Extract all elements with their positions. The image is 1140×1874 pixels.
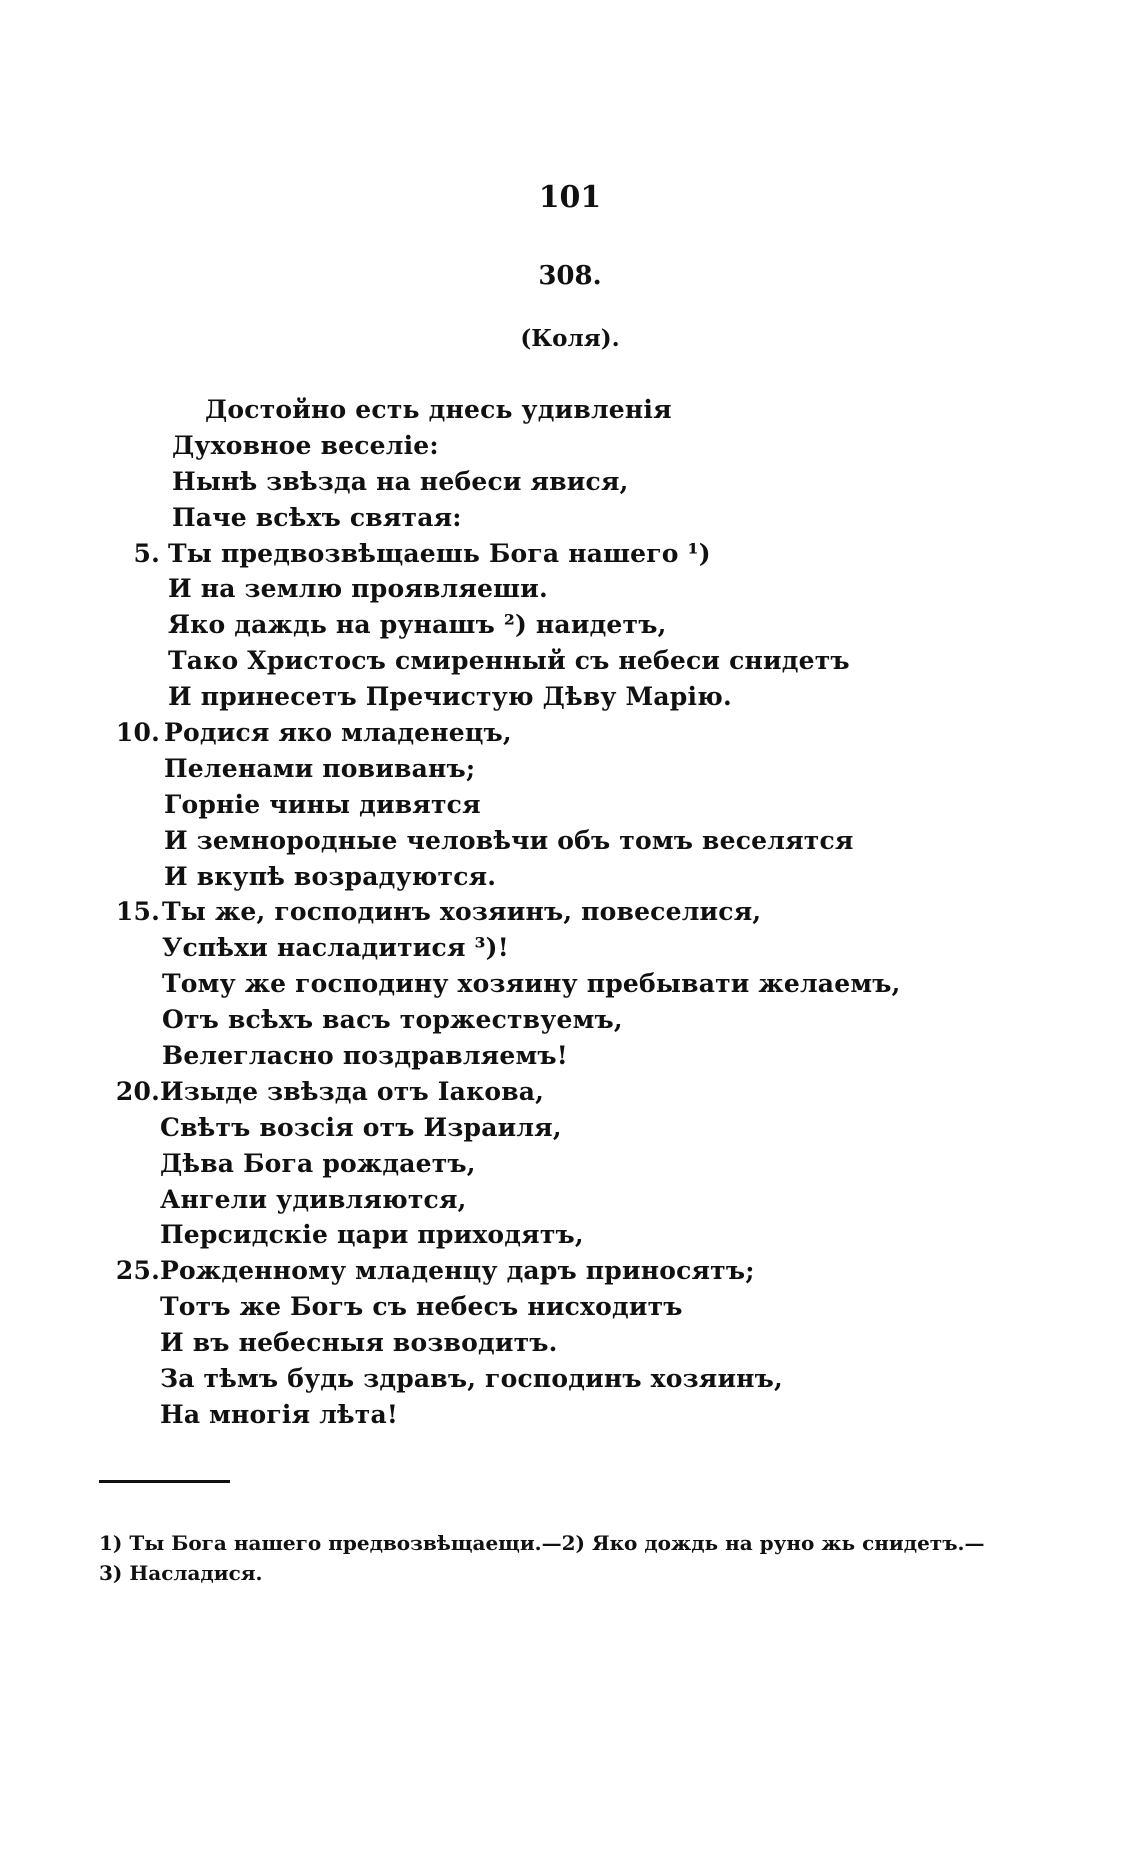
line-text: Родися яко младенецъ, [164, 718, 512, 748]
line-number: 10. [115, 718, 160, 748]
page-number: 101 [538, 180, 602, 215]
poem-line [0, 464, 1140, 500]
footnote-divider [99, 1480, 230, 1483]
poem-line [0, 1074, 1140, 1110]
line-text: Пеленами повиванъ; [164, 753, 476, 783]
poem-line [0, 966, 1140, 1002]
poem-line [0, 536, 1140, 572]
line-number: 20. [115, 1076, 160, 1106]
line-number: 25. [115, 1256, 160, 1286]
poem-line [0, 1397, 1140, 1433]
line-text: Духовное веселіе: [172, 430, 439, 460]
song-subtitle: (Коля). [520, 325, 620, 352]
line-text: Паче всѣхъ святая: [172, 502, 462, 532]
poem-line [0, 1253, 1140, 1289]
poem-line [0, 607, 1140, 643]
poem-line [0, 1002, 1140, 1038]
poem-line [0, 859, 1140, 895]
poem-line [0, 679, 1140, 715]
poem-line [0, 1110, 1140, 1146]
line-text: И земнородные человѣчи объ томъ веселятся [164, 825, 854, 855]
poem-line [0, 643, 1140, 679]
line-text: Отъ всѣхъ васъ торжествуемъ, [162, 1005, 623, 1035]
poem-line [0, 930, 1140, 966]
song-number: 308. [538, 261, 602, 291]
poem-line [0, 1182, 1140, 1218]
poem-line [0, 1361, 1140, 1397]
line-text: Персидскіе цари приходятъ, [160, 1220, 584, 1250]
poem-line [0, 1038, 1140, 1074]
poem-line [0, 787, 1140, 823]
line-text: Ты же, господинъ хозяинъ, повеселися, [162, 897, 762, 927]
line-text: За тѣмъ будь здравъ, господинъ хозяинъ, [160, 1364, 783, 1394]
poem-text [0, 392, 1140, 1433]
footnotes [99, 1528, 1059, 1588]
line-text: Тотъ же Богъ съ небесъ нисходитъ [160, 1292, 683, 1322]
line-text: Нынѣ звѣзда на небеси явися, [172, 466, 629, 496]
line-text: Свѣтъ возсія отъ Израиля, [160, 1112, 562, 1142]
line-text: Горніе чины дивятся [164, 789, 481, 819]
poem-line [0, 1325, 1140, 1361]
poem-line [0, 1146, 1140, 1182]
line-text: Успѣхи насладитися ³)! [162, 933, 509, 963]
poem-line [0, 823, 1140, 859]
line-text: Ты предвозвѣщаешь Бога нашего ¹) [168, 538, 711, 568]
line-text: И принесетъ Пречистую Дѣву Марію. [168, 682, 732, 712]
line-text: И вкупѣ возрадуются. [164, 861, 497, 891]
line-number: 5. [133, 538, 160, 568]
footnote-line: 3) Насладися. [99, 1561, 263, 1585]
poem-line [0, 428, 1140, 464]
line-text: Рожденному младенцу даръ приносятъ; [160, 1256, 755, 1286]
line-text: И въ небесныя возводитъ. [160, 1328, 558, 1358]
line-text: Тако Христосъ смиренный съ небеси снидетъ [168, 646, 850, 676]
poem-line [0, 571, 1140, 607]
line-text: Яко даждь на рунашъ ²) наидетъ, [168, 610, 667, 640]
poem-line [0, 500, 1140, 536]
line-number: 15. [115, 897, 160, 927]
line-text: Изыде звѣзда отъ Іакова, [160, 1076, 545, 1106]
line-text: Дѣва Бога рождаетъ, [160, 1148, 476, 1178]
poem-line [0, 392, 1140, 428]
line-text: Тому же господину хозяину пребывати желаемъ, [162, 969, 901, 999]
poem-line [0, 751, 1140, 787]
poem-line [0, 715, 1140, 751]
line-text: Велегласно поздравляемъ! [162, 1041, 568, 1071]
poem-line [0, 1289, 1140, 1325]
line-text: Ангели удивляются, [160, 1184, 467, 1214]
footnote-line: 1) Ты Бога нашего предвозвѣщаещи.—2) Яко дождь на руно жь снидетъ.— [99, 1531, 985, 1555]
line-text: Достойно есть днесь удивленія [205, 395, 672, 424]
poem-line [0, 1217, 1140, 1253]
poem-line [0, 894, 1140, 930]
line-text: На многія лѣта! [160, 1399, 399, 1429]
line-text: И на землю проявляеши. [168, 574, 548, 604]
